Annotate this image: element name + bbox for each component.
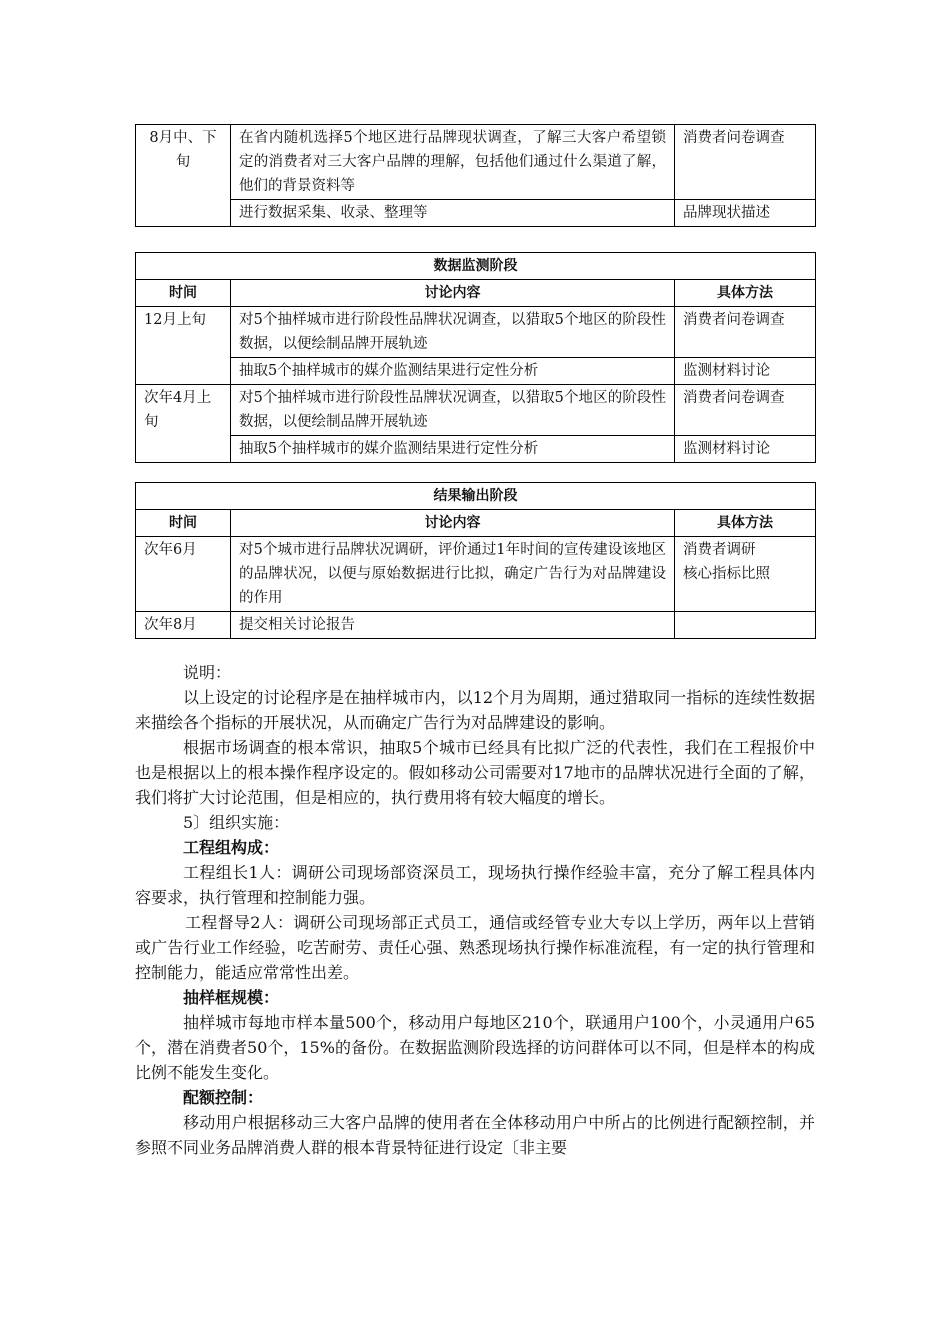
result-output-table	[135, 482, 816, 639]
paragraph: 根据市场调查的根本常识，抽取5个城市已经具有比拟广泛的代表性，我们在工程报价中也是根据以上的根本操作程序设定的。假如移动公司需要对17地市的品牌状况进行全面的了解，我们将扩大讨论范围，但是相应的，执行费用将有较大幅度的增长。	[135, 738, 815, 807]
content-cell: 对5个抽样城市进行阶段性品牌状况调查，以猎取5个地区的阶段性数据，以便绘制品牌开展轨迹	[231, 385, 675, 436]
content-cell: 对5个城市进行品牌状况调研，评价通过1年时间的宣传建设该地区的品牌状况，以便与原始数据进行比拟，确定广告行为对品牌建设的作用	[231, 537, 675, 612]
survey-phase-table	[135, 124, 816, 227]
method-cell	[675, 537, 816, 612]
paragraph: 移动用户根据移动三大客户品牌的使用者在全体移动用户中所占的比例进行配额控制，并参照不同业务品牌消费人群的根本背景特征进行设定〔非主要	[135, 1113, 815, 1157]
time-cell: 次年8月	[136, 612, 231, 639]
paragraph: 以上设定的讨论程序是在抽样城市内，以12个月为周期，通过猎取同一指标的连续性数据来描绘各个指标的开展状况，从而确定广告行为对品牌建设的影响。	[135, 688, 815, 732]
method-cell: 监测材料讨论	[675, 358, 816, 385]
method-line: 核心指标比照	[683, 566, 770, 582]
data-monitoring-table	[135, 252, 816, 463]
method-cell: 品牌现状描述	[675, 200, 816, 227]
table-row	[136, 125, 816, 200]
paragraph: 工程组长1人：调研公司现场部资深员工，现场执行操作经验丰富，充分了解工程具体内容要求，执行管理和控制能力强。	[135, 863, 815, 907]
table-row	[136, 537, 816, 612]
heading-team: 工程组构成：	[183, 838, 280, 857]
section-label: 5〕组织实施：	[183, 813, 290, 832]
table-row	[136, 436, 816, 463]
table-row	[136, 200, 816, 227]
header-method: 具体方法	[675, 280, 816, 307]
header-method: 具体方法	[675, 510, 816, 537]
paragraph: 抽样城市每地市样本量500个，移动用户每地区210个，联通用户100个，小灵通用户65个，潜在消费者50个，15%的备份。在数据监测阶段选择的访问群体可以不同，但是样本的构成比例不能发生变化。	[135, 1013, 815, 1082]
method-cell: 消费者问卷调查	[675, 307, 816, 358]
time-cell: 次年4月上旬	[136, 385, 231, 463]
content-cell: 对5个抽样城市进行阶段性品牌状况调查，以猎取5个地区的阶段性数据，以便绘制品牌开展轨迹	[231, 307, 675, 358]
time-cell: 12月上旬	[136, 307, 231, 385]
content-cell: 在省内随机选择5个地区进行品牌现状调查，了解三大客户希望锁定的消费者对三大客户品牌的理解，包括他们通过什么渠道了解，他们的背景资料等	[231, 125, 675, 200]
table-row	[136, 385, 816, 436]
body-text	[135, 660, 815, 1160]
header-time: 时间	[136, 280, 231, 307]
note-label: 说明：	[183, 663, 232, 682]
table-row	[136, 307, 816, 358]
header-content: 讨论内容	[231, 280, 675, 307]
method-line: 消费者调研	[683, 542, 756, 558]
method-cell: 监测材料讨论	[675, 436, 816, 463]
method-cell: 消费者问卷调查	[675, 385, 816, 436]
content-cell: 提交相关讨论报告	[231, 612, 675, 639]
content-cell: 进行数据采集、收录、整理等	[231, 200, 675, 227]
table-title: 数据监测阶段	[136, 253, 816, 280]
table-row	[136, 358, 816, 385]
heading-quota: 配额控制：	[183, 1088, 264, 1107]
method-cell	[675, 612, 816, 639]
content-cell: 抽取5个抽样城市的媒介监测结果进行定性分析	[231, 358, 675, 385]
content-cell: 抽取5个抽样城市的媒介监测结果进行定性分析	[231, 436, 675, 463]
method-cell: 消费者问卷调查	[675, 125, 816, 200]
time-cell: 8月中、下旬	[136, 125, 231, 227]
header-content: 讨论内容	[231, 510, 675, 537]
table-row	[136, 612, 816, 639]
heading-sample: 抽样框规模：	[183, 988, 280, 1007]
time-cell: 次年6月	[136, 537, 231, 612]
paragraph: 工程督导2人：调研公司现场部正式员工，通信或经管专业大专以上学历，两年以上营销或广告行业工作经验，吃苦耐劳、责任心强、熟悉现场执行操作标准流程，有一定的执行管理和控制能力，能适应常常性出差。	[135, 913, 815, 982]
table-title: 结果输出阶段	[136, 483, 816, 510]
header-time: 时间	[136, 510, 231, 537]
